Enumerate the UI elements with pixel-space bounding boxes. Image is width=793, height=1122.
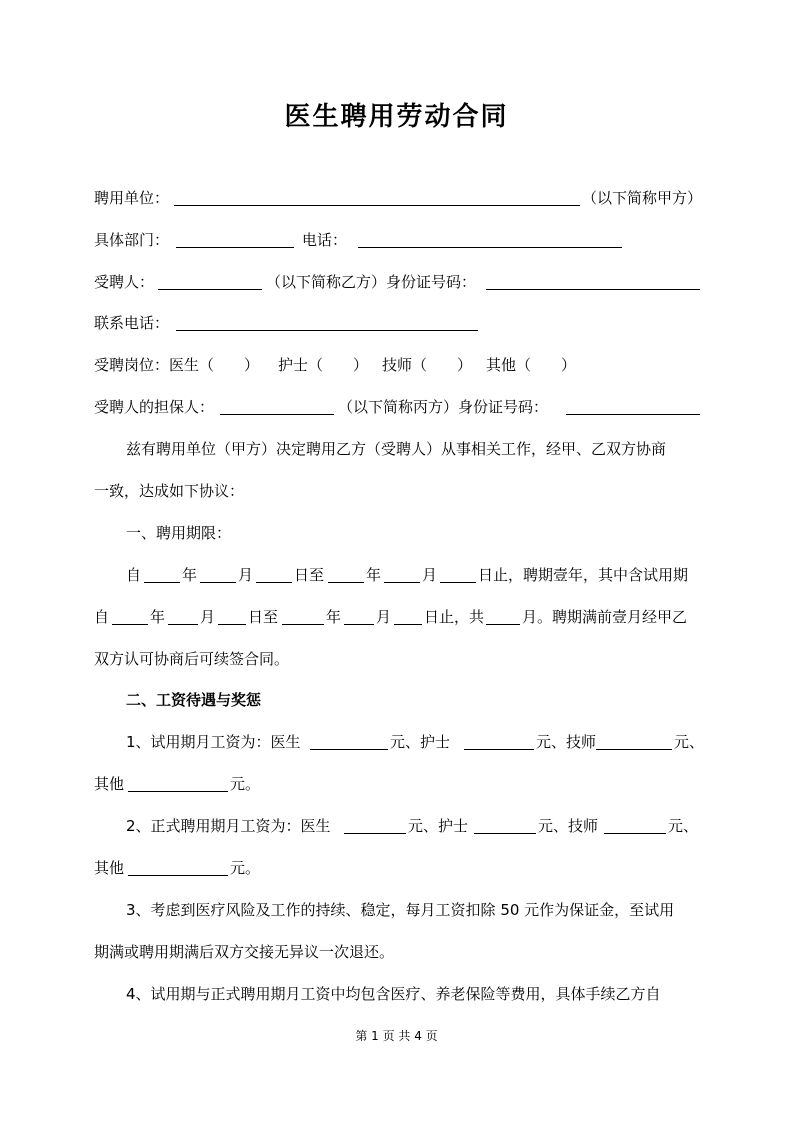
- employer-suffix: （以下简称甲方）: [582, 189, 703, 207]
- item1-end: 元、: [674, 733, 705, 751]
- item3-line-2: [94, 940, 700, 964]
- item2-doctor-blank[interactable]: [344, 833, 406, 834]
- term1-day-to: 日至: [294, 566, 325, 584]
- section-1-title: 一、聘用期限：: [126, 524, 232, 542]
- position-nurse: 护士（ ）: [278, 356, 369, 374]
- term-line-3: [94, 647, 700, 671]
- term1-tail: 日止，聘期壹年，其中含试用期: [478, 566, 689, 584]
- intro-text-1: 兹有聘用单位（甲方）决定聘用乙方（受聘人）从事相关工作，经甲、乙双方协商: [126, 440, 667, 458]
- term2-year: 年: [150, 608, 166, 626]
- guarantor-middle: （以下简称丙方）身份证号码：: [338, 398, 549, 416]
- item4-text-1: 4、试用期与正式聘用期月工资中均包含医疗、养老保险等费用，具体手续乙方自: [126, 985, 661, 1003]
- item3-line-1: [94, 898, 700, 922]
- term2-month: 月: [200, 608, 216, 626]
- employee-row: [94, 270, 700, 294]
- term1-year2-blank[interactable]: [328, 582, 364, 583]
- employee-label: 受聘人：: [94, 273, 155, 291]
- item2-nurse: 元、护士: [408, 817, 469, 835]
- guarantor-label: 受聘人的担保人：: [94, 398, 215, 416]
- term1-year2: 年: [366, 566, 382, 584]
- department-row: [94, 228, 700, 252]
- department-label: 具体部门：: [94, 231, 170, 249]
- item2-line-1: [94, 814, 700, 838]
- employee-name-blank[interactable]: [158, 289, 262, 290]
- guarantor-id-blank[interactable]: [566, 414, 700, 415]
- item1-doctor-blank[interactable]: [310, 749, 388, 750]
- term2-year2: 年: [326, 608, 342, 626]
- term1-from: 自: [126, 566, 142, 584]
- term2-day-to: 日至: [248, 608, 279, 626]
- document-title: 医生聘用劳动合同: [284, 102, 509, 132]
- contact-row: [94, 311, 700, 335]
- item2-tech-blank[interactable]: [604, 833, 666, 834]
- term2-month2: 月: [376, 608, 392, 626]
- term1-month2-blank[interactable]: [384, 582, 420, 583]
- term2-day2-blank[interactable]: [394, 624, 422, 625]
- term1-year-blank[interactable]: [144, 582, 180, 583]
- term1-month2: 月: [422, 566, 438, 584]
- position-other: 其他（ ）: [486, 356, 577, 374]
- section-2-title: 二、工资待遇与奖惩: [126, 691, 262, 709]
- item2-line-2: [94, 856, 700, 880]
- position-doctor: 受聘岗位：医生（ ）: [94, 356, 260, 374]
- employer-label: 聘用单位：: [94, 189, 170, 207]
- term1-day2-blank[interactable]: [440, 582, 476, 583]
- intro-line-2: [94, 479, 700, 503]
- term2-months-blank[interactable]: [486, 624, 520, 625]
- item1-tech: 元、技师: [536, 733, 597, 751]
- item1-doctor: 1、试用期月工资为：医生: [126, 733, 301, 751]
- phone-label: 电话：: [302, 231, 348, 249]
- page-footer: 第 1 页 共 4 页: [355, 1029, 438, 1043]
- guarantor-name-blank[interactable]: [220, 414, 334, 415]
- item1-other-blank[interactable]: [128, 791, 228, 792]
- employee-middle: （以下简称乙方）身份证号码：: [266, 273, 477, 291]
- term2-until: 日止，共: [424, 608, 485, 626]
- item1-other: 其他: [94, 775, 125, 793]
- term2-tail: 月。聘期满前壹月经甲乙: [522, 608, 688, 626]
- contact-label: 联系电话：: [94, 314, 170, 332]
- term2-month-blank[interactable]: [168, 624, 198, 625]
- term-line-2: [94, 605, 700, 629]
- term2-year2-blank[interactable]: [282, 624, 324, 625]
- contact-blank[interactable]: [176, 330, 478, 331]
- item2-other-unit: 元。: [230, 859, 261, 877]
- item2-tech: 元、技师: [538, 817, 599, 835]
- item3-text-1: 3、考虑到医疗风险及工作的持续、稳定，每月工资扣除 50 元作为保证金，至试用: [126, 901, 675, 919]
- employer-blank[interactable]: [174, 205, 580, 206]
- item2-nurse-blank[interactable]: [474, 833, 536, 834]
- term1-month: 月: [238, 566, 254, 584]
- term3-text: 双方认可协商后可续签合同。: [94, 650, 290, 668]
- item1-nurse: 元、护士: [390, 733, 451, 751]
- item1-line-2: [94, 772, 700, 796]
- item1-other-unit: 元。: [230, 775, 261, 793]
- item3-text-2: 期满或聘用期满后双方交接无异议一次退还。: [94, 943, 395, 961]
- phone-blank[interactable]: [358, 247, 622, 248]
- employee-id-blank[interactable]: [486, 289, 700, 290]
- term1-year: 年: [182, 566, 198, 584]
- item2-doctor: 2、正式聘用期月工资为：医生: [126, 817, 331, 835]
- section-1-heading: [94, 521, 700, 545]
- position-tech: 技师（ ）: [382, 356, 473, 374]
- item1-nurse-blank[interactable]: [464, 749, 534, 750]
- item4-line-1: [94, 982, 700, 1006]
- item2-end: 元、: [668, 817, 699, 835]
- term-line-1: [94, 563, 700, 587]
- department-blank[interactable]: [176, 247, 294, 248]
- position-row: [94, 353, 700, 377]
- employer-row: [94, 186, 703, 210]
- intro-line-1: [94, 437, 700, 461]
- item2-other-blank[interactable]: [128, 875, 228, 876]
- term1-month-blank[interactable]: [200, 582, 236, 583]
- intro-text-2: 一致，达成如下协议：: [94, 482, 245, 500]
- guarantor-row: [94, 395, 700, 419]
- term2-month2-blank[interactable]: [344, 624, 374, 625]
- term2-year-blank[interactable]: [112, 624, 148, 625]
- term2-day-blank[interactable]: [218, 624, 246, 625]
- item1-line-1: [94, 730, 705, 754]
- item2-other: 其他: [94, 859, 125, 877]
- item1-tech-blank[interactable]: [596, 749, 672, 750]
- section-2-heading: [94, 688, 700, 712]
- term1-day-blank[interactable]: [256, 582, 292, 583]
- term2-from: 自: [94, 608, 110, 626]
